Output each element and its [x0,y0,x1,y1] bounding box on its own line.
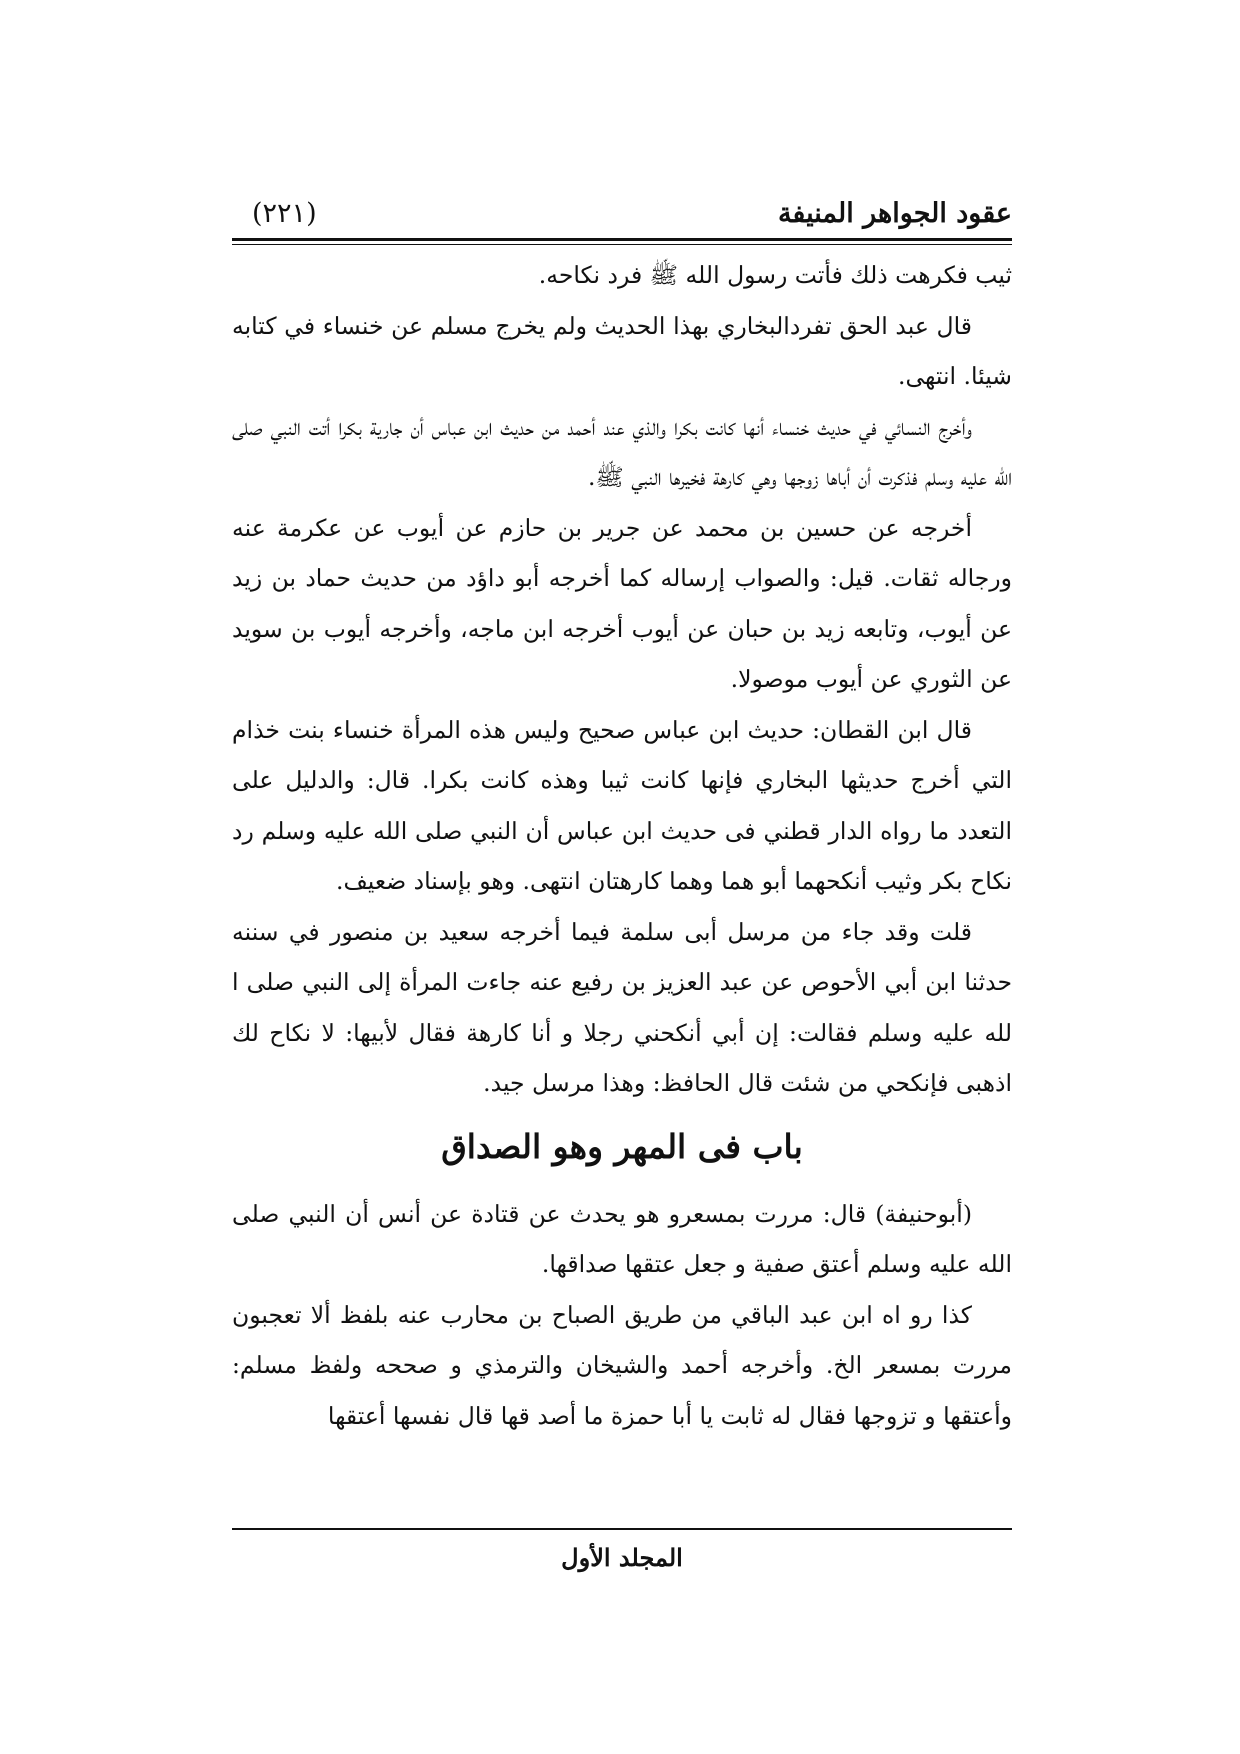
paragraph: أخرجه عن حسين بن محمد عن جرير بن حازم عن أيوب عن عكرمة عنه ورجاله ثقات. قيل: والصواب إرساله كما أخرجه أبو داؤد من حديث حماد بن زيد عن أيوب، وتابعه زيد بن حبان عن أيوب أخرجه ابن ماجه، وأخرجه أيوب بن سويد عن الثوري عن أيوب موصولا. [232,513,1012,693]
paragraph: قال ابن القطان: حديث ابن عباس صحيح وليس هذه المرأة خنساء بنت خذام التي أخرج حديثها البخاري فإنها كانت ثيبا وهذه كانت بكرا. قال: والدليل على التعدد ما رواه الدار قطني فى حديث ابن عباس أن النبي صلى الله عليه وسلم رد نكاح بكر وثيب أنكحهما أبو هما وهما كارهتان انتهى. وهو بإسناد ضعيف. [232,715,1012,895]
book-title: عقود الجواهر المنيفة [777,198,1012,229]
volume-label: المجلد الأول [561,1543,683,1572]
header-rule [232,238,1012,241]
page-body [232,250,1012,1441]
paragraph: قال عبد الحق تفردالبخاري بهذا الحديث ولم يخرج مسلم عن خنساء في كتابه شيئا. انتهى. [232,311,1012,390]
paragraph-continuation: ثيب فكرهت ذلك فأتت رسول الله ﷺ فرد نكاحه. [538,261,1012,289]
page-number: (٢٢١) [252,198,317,229]
paragraph: (أبوحنيفة) قال: مررت بمسعرو هو يحدث عن قتادة عن أنس أن النبي صلى الله عليه وسلم أعتق صفية و جعل عتقها صداقها. [232,1199,1012,1278]
header-rule-thin [232,244,1012,245]
paragraph: كذا رو اه ابن عبد الباقي من طريق الصباح بن محارب عنه بلفظ ألا تعجبون مررت بمسعر الخ. وأخرجه أحمد والشيخان والترمذي و صححه ولفظ مسلم: وأعتقها و تزوجها فقال له ثابت يا أبا حمزة ما أصد قها قال نفسها أعتقها [232,1300,1012,1430]
paragraph: وأخرج النسائي في حديث خنساء أنها كانت بكرا والذي عند أحمد من حديث ابن عباس أن جارية بكرا أتت النبي صلى الله عليه وسلم فذكرت أن أباها زوجها وهي كارهة فخيرها النبي ﷺ. [232,412,1012,491]
paragraph: قلت وقد جاء من مرسل أبى سلمة فيما أخرجه سعيد بن منصور في سننه حدثنا ابن أبي الأحوص عن عبد العزيز بن رفيع عنه جاءت المرأة إلى النبي صلى ا لله عليه وسلم فقالت: إن أبي أنكحني رجلا و أنا كارهة فقال لأبيها: لا نكاح لك اذهبى فإنكحي من شئت قال الحافظ: وهذا مرسل جيد. [232,917,1012,1097]
chapter-heading: باب فى المهر وهو الصداق [441,1126,803,1166]
footer-rule [232,1528,1012,1530]
running-header [232,190,1012,238]
